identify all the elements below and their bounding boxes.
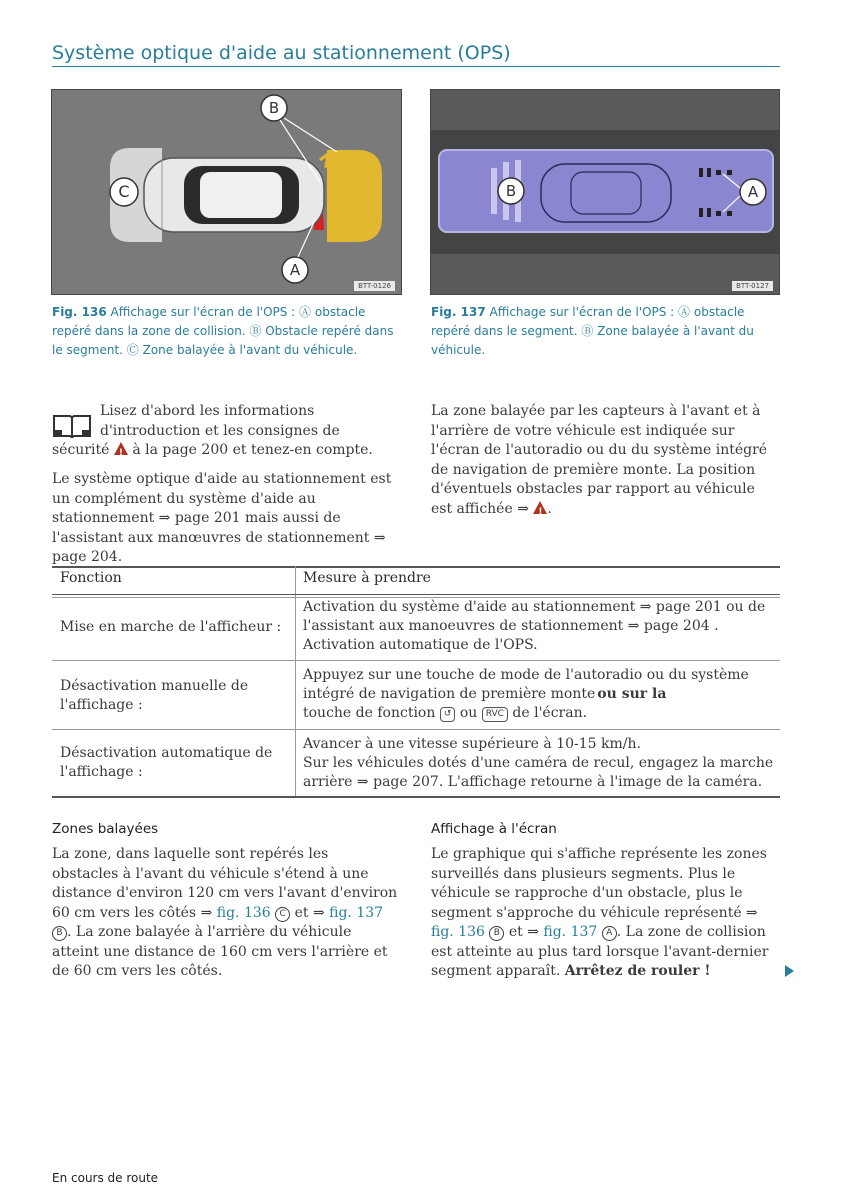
table-cell-mesure — [303, 735, 779, 792]
heading-affichage: Affichage à l'écran — [431, 821, 557, 837]
svg-text:A: A — [747, 183, 759, 201]
mesure-text: Appuyez sur une touche de mode de l'autoradio ou du système intégré de navigation de première monte — [303, 667, 749, 702]
fig-136-link[interactable]: fig. 136 — [216, 904, 271, 921]
page-footer: En cours de route — [52, 1171, 159, 1185]
marker-c: C — [275, 907, 290, 922]
rvc-key-icon: RVC — [482, 707, 508, 722]
affichage-paragraph — [431, 845, 779, 982]
caption-fig-137 — [431, 303, 776, 360]
table-bottom-rule — [52, 796, 780, 798]
fig-136-link[interactable]: fig. 136 — [431, 924, 485, 940]
title-rule — [52, 66, 780, 67]
table-cell-mesure — [303, 666, 779, 723]
right-text-end: . — [547, 500, 552, 517]
zones-paragraph — [52, 845, 398, 982]
affichage-text: et ⇒ — [508, 924, 539, 940]
table-cell-fonction: Désactivation manuelle de l'affichage : — [60, 678, 249, 713]
table-cell-fonction: Désactivation automatique de l'affichage : — [60, 745, 273, 780]
intro-text-1: Lisez d'abord les informations d'introduction et les consignes de sécurité — [52, 403, 340, 458]
table-top-rule — [52, 566, 780, 568]
table-header-fonction: Fonction — [60, 570, 122, 586]
table-column-divider — [295, 566, 296, 798]
right-text: La zone balayée par les capteurs à l'avant et à l'arrière de votre véhicule est indiquée sur l'écran de l'autoradio ou du du système intégré de navigation de première monte. La position d'éventuels obstacles par rapport au véhicule est affichée ⇒ — [431, 403, 768, 517]
table-cell-mesure: Activation du système d'aide au stationnement ⇒ page 201 ou de l'assistant aux manoeuvres de stationnement ⇒ page 204 . Activation automatique de l'OPS. — [303, 599, 766, 653]
intro-text-2: à la page 200 et tenez-en compte. — [132, 442, 373, 458]
figure-136-illustration — [52, 90, 401, 294]
fig-137-link[interactable]: fig. 137 — [543, 924, 598, 940]
zones-text: . La zone balayée à l'arrière du véhicule atteint une distance de 160 cm vers l'arrière et de 60 cm vers les côtés. — [52, 924, 388, 979]
figure-code: BTT-0126 — [354, 281, 395, 291]
svg-text:B: B — [268, 99, 280, 117]
caption-fig-136 — [52, 303, 397, 360]
marker-a: A — [602, 926, 617, 941]
figure-code: BTT-0127 — [732, 281, 773, 291]
heading-zones: Zones balayées — [52, 821, 159, 837]
mesure-bold: ou sur la — [597, 686, 667, 702]
next-page-arrow-icon — [785, 965, 794, 977]
figure-136 — [51, 89, 402, 295]
affichage-text: . La zone de collision est atteinte au plus tard lorsque l'avant-dernier segment apparaît. — [431, 924, 769, 979]
table-header-mesure: Mesure à prendre — [303, 570, 431, 586]
svg-text:A: A — [289, 261, 301, 279]
table-cell-fonction: Mise en marche de l'afficheur : — [60, 619, 282, 635]
mesure-text: Avancer à une vitesse supérieure à 10-15 km/h. — [303, 736, 641, 752]
figure-137-illustration — [431, 90, 779, 294]
zones-text: et ⇒ — [294, 904, 325, 921]
table-row-separator — [52, 660, 780, 661]
caption-label: Fig. 136 — [52, 305, 107, 319]
caption-label: Fig. 137 — [431, 305, 486, 319]
marker-b: B — [489, 926, 504, 941]
warning-icon — [114, 442, 128, 455]
zones-text: La zone, dans laquelle sont repérés les obstacles à l'avant du véhicule s'étend à une distance d'environ 120 cm vers l'avant d'environ 60 cm vers les côtés ⇒ — [52, 846, 398, 921]
table-header-rule — [52, 594, 780, 595]
svg-text:B: B — [505, 182, 517, 200]
book-icon — [52, 410, 92, 440]
back-key-icon: ↺ — [440, 707, 456, 722]
warning-icon — [533, 501, 547, 514]
caption-text: Affichage sur l'écran de l'OPS : Ⓐ obstacle repéré dans le segment. Ⓑ Zone balayée à l'avant du véhicule. — [431, 305, 754, 357]
page-title: Système optique d'aide au stationnement (OPS) — [52, 42, 511, 64]
mesure-text: de l'écran. — [512, 705, 588, 721]
mesure-text: touche de fonction — [303, 705, 436, 721]
stop-warning: Arrêtez de rouler ! — [564, 963, 711, 979]
right-paragraph — [431, 402, 779, 519]
table-row-separator — [52, 729, 780, 730]
marker-b: B — [52, 926, 67, 941]
mesure-text: ou — [459, 705, 478, 721]
fig-137-link[interactable]: fig. 137 — [329, 904, 384, 921]
caption-text: Affichage sur l'écran de l'OPS : Ⓐ obstacle repéré dans la zone de collision. Ⓑ Obstacle repéré dans le segment. Ⓒ Zone balayée à l'avant du véhicule. — [52, 305, 394, 357]
affichage-text: Le graphique qui s'affiche représente les zones surveillés dans plusieurs segments. Plus le véhicule se rapproche d'un obstacle, plus le segment s'approche du véhicule représenté ⇒ — [431, 846, 767, 921]
intro-paragraph — [52, 402, 398, 461]
intro-paragraph-2: Le système optique d'aide au stationnement est un complément du système d'aide au stationnement ⇒ page 201 mais aussi de l'assistant aux manœuvres de stationnement ⇒ page 204. — [52, 471, 392, 565]
mesure-text: Sur les véhicules dotés d'une caméra de recul, engagez la marche arrière ⇒ page 207. L'affichage retourne à l'image de la caméra. — [303, 755, 774, 790]
svg-text:C: C — [118, 182, 130, 201]
figure-137 — [430, 89, 780, 295]
